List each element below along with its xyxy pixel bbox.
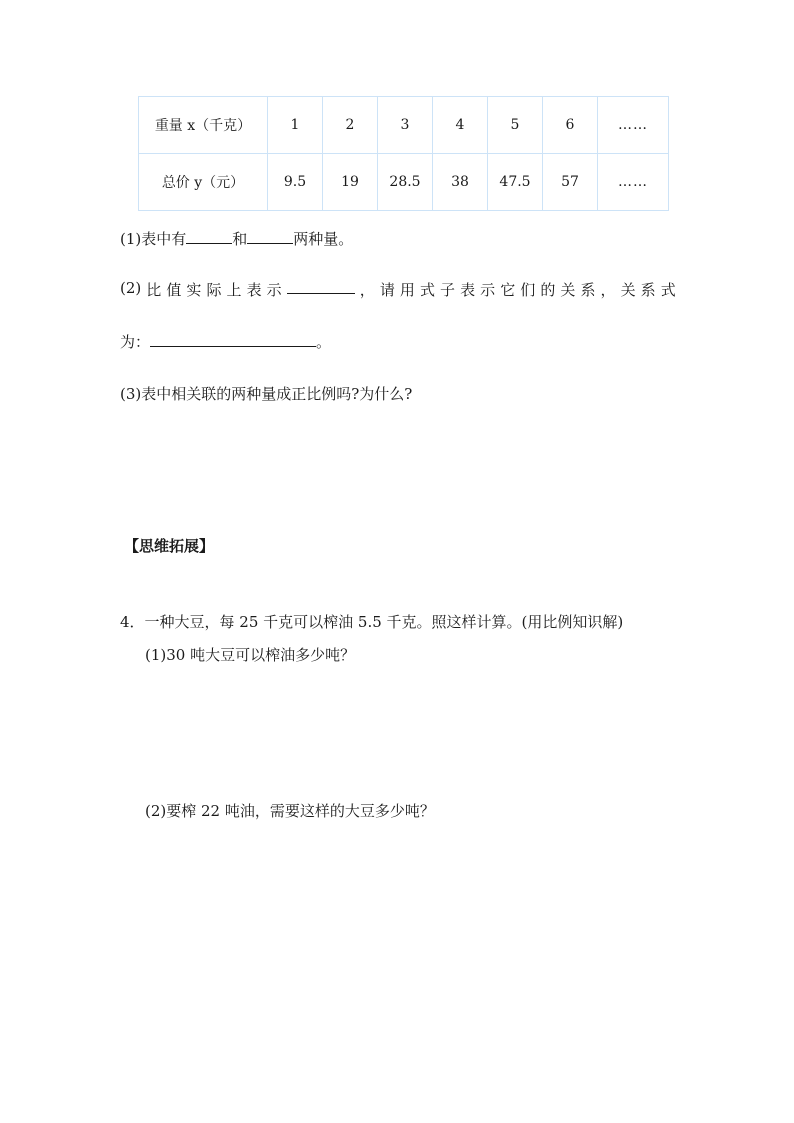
table-cell: 38 <box>433 154 488 211</box>
question-3: (3)表中相关联的两种量成正比例吗?为什么? <box>120 385 413 403</box>
table-cell: …… <box>598 154 669 211</box>
q2-char: 子 <box>440 281 456 299</box>
question-1 <box>120 228 353 249</box>
q2-char: 实 <box>186 281 202 299</box>
answer-blank-1a[interactable] <box>186 229 232 244</box>
table-cell: 47.5 <box>488 154 543 211</box>
table-cell: 6 <box>543 97 598 154</box>
table-cell: 3 <box>378 97 433 154</box>
table-cell: 57 <box>543 154 598 211</box>
answer-blank-1b[interactable] <box>247 229 293 244</box>
q2-char: 示 <box>480 281 496 299</box>
table-cell: …… <box>598 97 669 154</box>
problem-4-part-1: (1)30 吨大豆可以榨油多少吨？ <box>145 646 356 664</box>
q2-char: 关 <box>620 281 636 299</box>
question-2-continued <box>120 331 331 352</box>
table-cell: 19 <box>323 154 378 211</box>
table-header-price: 总价 y（元） <box>139 154 268 211</box>
q2-char: 表 <box>460 281 476 299</box>
q2-char: 的 <box>540 281 556 299</box>
q2-char: 值 <box>166 281 182 299</box>
q2-char: 式 <box>419 281 435 299</box>
q2-char: 们 <box>520 281 536 299</box>
q2-char: 请 <box>379 281 395 299</box>
answer-blank-2b[interactable] <box>150 332 316 347</box>
table-row-weight <box>139 97 669 154</box>
question-2 <box>120 279 676 300</box>
table-cell: 2 <box>323 97 378 154</box>
q2-cont-end: 。 <box>316 333 332 351</box>
q2-char: (2) <box>120 279 142 297</box>
table-cell: 4 <box>433 97 488 154</box>
question-1-start: (1)表中有 <box>120 230 187 248</box>
q2-char: 比 <box>146 281 162 299</box>
q2-char: ， <box>359 281 375 299</box>
section-title: 【思维拓展】 <box>124 537 215 555</box>
table-cell: 5 <box>488 97 543 154</box>
weight-price-table <box>138 96 669 211</box>
q2-char: 系 <box>640 281 656 299</box>
table-row-price <box>139 154 669 211</box>
q2-char: 式 <box>660 281 676 299</box>
q2-char: 它 <box>500 281 516 299</box>
problem-4-part-2: (2)要榨 22 吨油，需要这样的大豆多少吨？ <box>145 802 435 820</box>
question-1-end: 两种量。 <box>293 230 354 248</box>
answer-blank-2a[interactable] <box>287 279 355 294</box>
problem-4: 4．一种大豆，每 25 千克可以榨油 5.5 千克。照这样计算。(用比例知识解) <box>120 613 624 631</box>
question-1-mid: 和 <box>232 230 248 248</box>
table-cell: 9.5 <box>268 154 323 211</box>
q2-char: 用 <box>399 281 415 299</box>
table-cell: 1 <box>268 97 323 154</box>
q2-char: 示 <box>266 281 282 299</box>
q2-cont-start: 为： <box>120 333 151 351</box>
q2-char: 上 <box>226 281 242 299</box>
q2-char: 表 <box>246 281 262 299</box>
q2-char: 际 <box>206 281 222 299</box>
q2-char: ， <box>600 281 616 299</box>
table-header-weight: 重量 x（千克） <box>139 97 268 154</box>
q2-char: 关 <box>560 281 576 299</box>
table-cell: 28.5 <box>378 154 433 211</box>
q2-char: 系 <box>580 281 596 299</box>
